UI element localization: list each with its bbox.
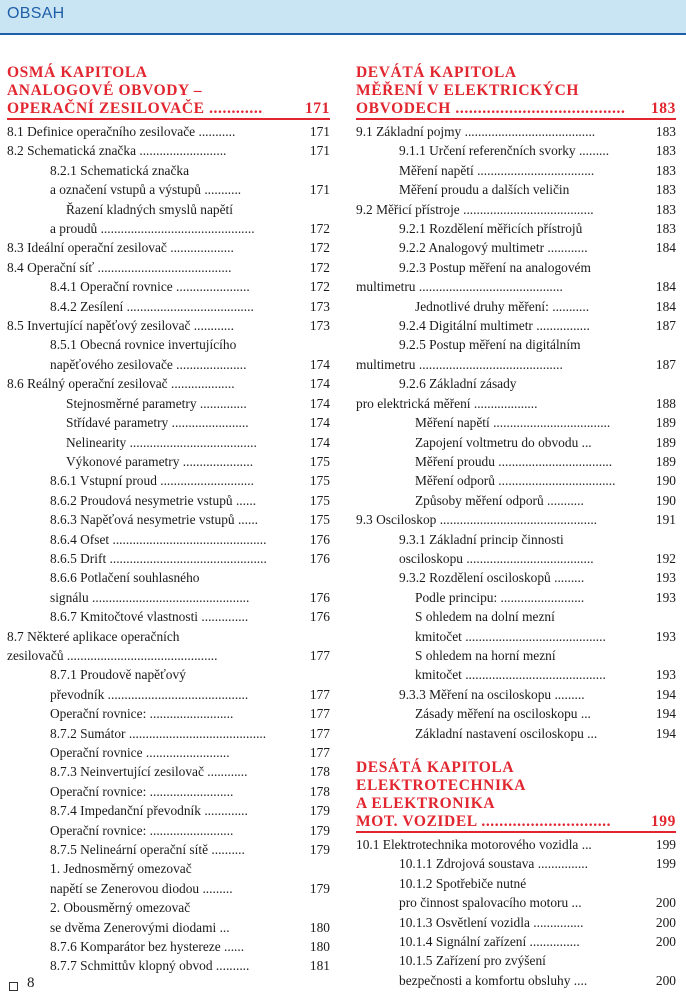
toc-entry-page: 183 — [654, 219, 676, 238]
toc-entry-title: a označení vstupů a výstupů ........... — [50, 182, 242, 198]
toc-entry-page: 189 — [654, 433, 676, 452]
toc-entry — [356, 335, 676, 354]
toc-entry — [7, 879, 330, 898]
toc-entry-title: 8.5.1 Obecná rovnice invertujícího — [50, 337, 237, 353]
toc-entry — [356, 413, 676, 432]
chapter-heading-page: 171 — [304, 100, 330, 117]
toc-entry — [356, 141, 676, 160]
toc-entry — [7, 219, 330, 238]
toc-entry — [7, 685, 330, 704]
toc-entry-page: 192 — [654, 549, 676, 568]
toc-entry-title: 10.1.4 Signální zařízení ............... — [399, 934, 580, 950]
toc-entry-title: Zapojení voltmetru do obvodu ... — [415, 434, 592, 450]
toc-entry-page: 191 — [654, 510, 676, 529]
toc-entry-title: 8.6.3 Napěťová nesymetrie vstupů ...... — [50, 512, 259, 528]
footer-checkbox-icon — [9, 982, 18, 991]
toc-entry-page: 200 — [654, 932, 676, 951]
toc-entry-title: 8.7 Některé aplikace operačních — [7, 628, 180, 644]
chapter-heading-line: ANALOGOVÉ OBVODY – — [7, 82, 203, 99]
chapter-heading-line — [7, 100, 330, 120]
toc-entry-title: 10.1.5 Zařízení pro zvýšení — [399, 953, 546, 969]
toc-entry — [7, 956, 330, 975]
toc-entry — [7, 335, 330, 354]
toc-entry-title: 8.6.7 Kmitočtové vlastnosti .............. — [50, 609, 249, 625]
toc-entry-page: 193 — [654, 568, 676, 587]
header-divider — [0, 33, 686, 35]
toc-entry-title: 10.1.2 Spotřebiče nutné — [399, 875, 527, 891]
toc-entry-title: 8.7.2 Sumátor ......................................... — [50, 725, 267, 741]
toc-entry-page: 174 — [308, 394, 330, 413]
toc-entry-page: 190 — [654, 471, 676, 490]
toc-entry-title: Operační rovnice: ......................... — [50, 783, 234, 799]
toc-entry — [7, 530, 330, 549]
toc-entry — [7, 355, 330, 374]
toc-entry — [356, 568, 676, 587]
toc-entry — [7, 413, 330, 432]
toc-entry-page: 183 — [654, 122, 676, 141]
toc-entry — [7, 762, 330, 781]
toc-entry — [356, 854, 676, 873]
toc-entry-title: 9.2.5 Postup měření na digitálním — [399, 337, 581, 353]
toc-entry-page: 172 — [308, 238, 330, 257]
toc-entry — [7, 724, 330, 743]
toc-entry-title: 8.6.4 Ofset .............................................. — [50, 531, 267, 547]
toc-entry-title: pro elektrická měření ................... — [356, 395, 538, 411]
toc-entry-page: 171 — [308, 180, 330, 199]
toc-entry-page: 179 — [308, 840, 330, 859]
toc-entry — [356, 971, 676, 990]
toc-entry-title: 1. Jednosměrný omezovač — [50, 861, 192, 877]
toc-entry-title: Stejnosměrné parametry .............. — [66, 395, 247, 411]
toc-entry-page: 187 — [654, 355, 676, 374]
chapter-heading — [7, 64, 330, 120]
toc-entry-title: 8.7.7 Schmittův klopný obvod .......... — [50, 958, 250, 974]
toc-entry — [7, 840, 330, 859]
toc-entry-page: 176 — [308, 530, 330, 549]
toc-entry-page: 199 — [654, 854, 676, 873]
toc-entry-title: 8.4.1 Operační rovnice ...................... — [50, 279, 250, 295]
chapter-heading — [356, 759, 676, 833]
toc-entry-title: 10.1.3 Osvětlení vozidla ............... — [399, 914, 584, 930]
toc-entry — [7, 549, 330, 568]
toc-entry-title: 9.1.1 Určení referenčních svorky ......... — [399, 143, 610, 159]
toc-entry — [356, 510, 676, 529]
toc-entry-title: bezpečnosti a komfortu obsluhy .... — [399, 972, 588, 988]
toc-entry-title: Střídavé parametry ....................... — [66, 415, 249, 431]
toc-entry-page: 200 — [654, 893, 676, 912]
toc-entry-page: 174 — [308, 433, 330, 452]
toc-entry-page: 172 — [308, 258, 330, 277]
toc-entry-page: 179 — [308, 801, 330, 820]
toc-entry-title: Nelinearity ...................................... — [66, 434, 257, 450]
toc-entry-page: 177 — [308, 724, 330, 743]
toc-entry — [356, 433, 676, 452]
toc-entry — [356, 374, 676, 393]
toc-entry-page: 184 — [654, 277, 676, 296]
header-bar — [0, 0, 686, 33]
toc-entry-page: 176 — [308, 607, 330, 626]
toc-entry — [356, 588, 676, 607]
toc-entry — [356, 874, 676, 893]
toc-entry-title: multimetru ........................................... — [356, 356, 563, 372]
toc-entry-page: 188 — [654, 394, 676, 413]
toc-entry-title: 9.3.1 Základní princip činnosti — [399, 531, 564, 547]
toc-entry-title: Jednotlivé druhy měření: ........... — [415, 298, 590, 314]
toc-entry-title: 8.7.6 Komparátor bez hystereze ...... — [50, 939, 245, 955]
toc-entry-title: 9.2.4 Digitální multimetr ................ — [399, 318, 590, 334]
toc-entry-title: napětí se Zenerovou diodou ......... — [50, 880, 233, 896]
toc-entry-title: 8.4 Operační síť ........................................ — [7, 259, 232, 275]
toc-entry-page: 180 — [308, 937, 330, 956]
chapter-heading-page: 183 — [650, 100, 676, 117]
toc-entry-title: 8.7.5 Nelineární operační sítě .......... — [50, 842, 245, 858]
toc-entry — [356, 219, 676, 238]
toc-entry-title: 10.1 Elektrotechnika motorového vozidla ... — [356, 837, 592, 852]
toc-entry — [7, 704, 330, 723]
toc-entry-title: Měření proudu a dalších veličin — [399, 182, 570, 198]
toc-entry-page: 181 — [308, 956, 330, 975]
toc-entry-page: 173 — [308, 316, 330, 335]
toc-entry — [7, 374, 330, 393]
toc-entry-title: 8.3 Ideální operační zesilovač ................... — [7, 240, 234, 256]
toc-entry — [356, 835, 676, 854]
toc-entry-page: 184 — [654, 238, 676, 257]
toc-entry-page: 171 — [308, 141, 330, 160]
toc-entry — [356, 724, 676, 743]
toc-entry-title: 8.6.1 Vstupní proud ............................ — [50, 473, 254, 489]
toc-entry-title: 8.2 Schematická značka .......................... — [7, 143, 227, 159]
toc-left-column — [7, 64, 330, 992]
toc-entry-page: 177 — [308, 685, 330, 704]
toc-entry — [356, 355, 676, 374]
toc-entry — [7, 433, 330, 452]
chapter-heading-line — [356, 813, 676, 833]
toc-entry-page: 183 — [654, 200, 676, 219]
toc-entry-page: 172 — [308, 219, 330, 238]
toc-entry — [356, 258, 676, 277]
toc-entry — [356, 893, 676, 912]
toc-entry-title: převodník .......................................... — [50, 686, 249, 702]
toc-entry — [7, 937, 330, 956]
toc-right-column — [356, 64, 676, 1006]
toc-entry — [7, 238, 330, 257]
chapter-heading-line: MĚŘENÍ V ELEKTRICKÝCH — [356, 82, 580, 99]
toc-entry-title: S ohledem na dolní mezní — [415, 609, 555, 625]
toc-entry-page: 194 — [654, 685, 676, 704]
toc-entry-page: 172 — [308, 277, 330, 296]
toc-entry-title: 8.6.5 Drift ............................................... — [50, 550, 267, 566]
toc-entry — [7, 510, 330, 529]
toc-entry-title: 10.1.1 Zdrojová soustava ............... — [399, 856, 588, 872]
toc-entry-title: Řazení kladných smyslů napětí — [66, 201, 233, 217]
toc-entry — [7, 452, 330, 471]
toc-entry — [7, 588, 330, 607]
chapter-heading-line: A ELEKTRONIKA — [356, 795, 496, 812]
toc-entry-title: a proudů .............................................. — [50, 221, 255, 237]
toc-entry — [356, 549, 676, 568]
chapter-heading-title: MOT. VOZIDEL ............................. — [356, 813, 612, 830]
chapter-heading-line: ELEKTROTECHNIKA — [356, 777, 527, 794]
toc-entry — [356, 951, 676, 970]
toc-entry-title: 8.4.2 Zesílení ...................................... — [50, 298, 254, 314]
toc-entry — [356, 646, 676, 665]
toc-entry-page: 187 — [654, 316, 676, 335]
toc-entry-page: 177 — [308, 646, 330, 665]
toc-entry-page: 175 — [308, 510, 330, 529]
toc-entry-title: Podle principu: ......................... — [415, 589, 585, 605]
toc-entry-page: 184 — [654, 297, 676, 316]
toc-entry — [7, 258, 330, 277]
toc-entry-title: multimetru ........................................... — [356, 279, 563, 295]
toc-entry — [7, 394, 330, 413]
toc-entry-page: 199 — [654, 835, 676, 854]
chapter-heading-line: DEVÁTÁ KAPITOLA — [356, 64, 517, 81]
toc-entry-title: kmitočet .......................................... — [415, 667, 606, 683]
toc-entry-page: 193 — [654, 665, 676, 684]
toc-entry — [7, 646, 330, 665]
toc-entry-title: 8.6.6 Potlačení souhlasného — [50, 570, 200, 586]
toc-entry — [356, 607, 676, 626]
toc-entry-title: Způsoby měření odporů ........... — [415, 492, 584, 508]
toc-entry-page: 175 — [308, 491, 330, 510]
toc-entry-page: 176 — [308, 588, 330, 607]
toc-entry-title: 9.3 Osciloskop ............................................... — [356, 512, 598, 528]
toc-entry-title: 8.5 Invertující napěťový zesilovač ............ — [7, 318, 234, 334]
toc-entry-page: 193 — [654, 627, 676, 646]
toc-entry — [356, 704, 676, 723]
toc-entry-page: 178 — [308, 782, 330, 801]
toc-entry-title: 8.7.4 Impedanční převodník ............. — [50, 803, 248, 819]
toc-entry-title: Měření napětí ................................... — [399, 162, 595, 178]
toc-entry-title: Zásady měření na osciloskopu ... — [415, 706, 591, 722]
chapter-block — [7, 64, 330, 976]
toc-entry-title: 9.2.3 Postup měření na analogovém — [399, 259, 591, 275]
chapter-heading-title: OPERAČNÍ ZESILOVAČE ............ — [7, 100, 263, 117]
toc-entry-page: 174 — [308, 355, 330, 374]
toc-entry — [356, 180, 676, 199]
chapter-heading — [356, 64, 676, 120]
toc-entry — [7, 141, 330, 160]
toc-entry-title: Operační rovnice ......................... — [50, 745, 230, 760]
toc-entry-title: Měření napětí ................................... — [415, 415, 611, 431]
toc-entry-page: 175 — [308, 452, 330, 471]
toc-entry-page: 174 — [308, 374, 330, 393]
toc-entry-title: S ohledem na horní mezní — [415, 647, 556, 663]
toc-entry — [7, 568, 330, 587]
toc-entry-title: osciloskopu ...................................... — [399, 550, 594, 566]
toc-entry — [7, 782, 330, 801]
toc-entry-title: Měření odporů ................................... — [415, 473, 616, 489]
toc-entry — [7, 491, 330, 510]
chapter-heading-page: 199 — [650, 813, 676, 830]
toc-entry — [7, 607, 330, 626]
toc-entry-page: 178 — [308, 762, 330, 781]
toc-entry — [356, 394, 676, 413]
toc-entry-title: se dvěma Zenerovými diodami ... — [50, 919, 230, 935]
toc-entry-page: 177 — [308, 704, 330, 723]
toc-entry-page: 177 — [308, 743, 330, 762]
toc-entry — [7, 200, 330, 219]
toc-entry-title: 8.7.3 Neinvertující zesilovač ............ — [50, 764, 248, 780]
chapter-heading-line: DESÁTÁ KAPITOLA — [356, 759, 515, 776]
toc-entry — [356, 200, 676, 219]
toc-entry-title: Základní nastavení osciloskopu ... — [415, 725, 598, 741]
toc-entry-page: 179 — [308, 879, 330, 898]
toc-entry-page: 183 — [654, 141, 676, 160]
toc-entry-page: 174 — [308, 413, 330, 432]
toc-entry-title: napěťového zesilovače ..................... — [50, 356, 247, 372]
toc-entry — [7, 743, 330, 762]
toc-entry-title: 8.6.2 Proudová nesymetrie vstupů ...... — [50, 492, 257, 508]
header-title: OBSAH — [7, 5, 65, 22]
toc-entry-page: 173 — [308, 297, 330, 316]
toc-entry — [7, 277, 330, 296]
toc-entry-title: 8.7.1 Proudově napěťový — [50, 667, 186, 683]
toc-entry — [356, 491, 676, 510]
toc-entry-title: 9.2.2 Analogový multimetr ............ — [399, 240, 588, 256]
toc-entry-page: 189 — [654, 413, 676, 432]
toc-entry-page: 176 — [308, 549, 330, 568]
toc-entry-title: 9.3.3 Měření na osciloskopu ......... — [399, 686, 585, 702]
chapter-heading-line: OSMÁ KAPITOLA — [7, 64, 148, 81]
toc-entry-page: 180 — [308, 918, 330, 937]
toc-entry — [7, 859, 330, 878]
toc-entry-page: 189 — [654, 452, 676, 471]
toc-entry-title: 9.2.6 Základní zásady — [399, 376, 517, 392]
toc-entry — [356, 161, 676, 180]
toc-entry — [7, 297, 330, 316]
toc-entry-page: 183 — [654, 180, 676, 199]
toc-entry — [7, 161, 330, 180]
toc-entry — [356, 665, 676, 684]
toc-entry — [356, 627, 676, 646]
toc-entry-title: 8.2.1 Schematická značka — [50, 162, 190, 178]
toc-entry — [7, 316, 330, 335]
toc-entry — [356, 277, 676, 296]
toc-entry-title: Operační rovnice: ......................... — [50, 822, 234, 838]
toc-entry-page: 194 — [654, 724, 676, 743]
toc-entry — [356, 238, 676, 257]
toc-entry — [7, 898, 330, 917]
toc-entry — [7, 627, 330, 646]
toc-entry-title: 9.2.1 Rozdělení měřicích přístrojů — [399, 221, 583, 237]
toc-entry — [356, 932, 676, 951]
toc-entry-page: 200 — [654, 971, 676, 990]
chapter-heading-line — [356, 100, 676, 120]
toc-entry-page: 193 — [654, 588, 676, 607]
toc-entry — [7, 665, 330, 684]
toc-entry — [7, 918, 330, 937]
toc-entry — [7, 180, 330, 199]
toc-entry-title: signálu ............................................... — [50, 589, 250, 605]
chapter-block — [356, 64, 676, 743]
toc-entry-page: 171 — [308, 122, 330, 141]
chapter-block — [356, 759, 676, 990]
toc-entry-page: 190 — [654, 491, 676, 510]
toc-entry-title: 2. Obousměrný omezovač — [50, 900, 191, 916]
toc-entry-title: 8.6 Reálný operační zesilovač ................... — [7, 376, 235, 392]
toc-entry-page: 175 — [308, 471, 330, 490]
toc-entry-title: 9.3.2 Rozdělení osciloskopů ......... — [399, 570, 585, 586]
toc-entry — [7, 801, 330, 820]
toc-entry — [7, 821, 330, 840]
toc-entry — [356, 452, 676, 471]
toc-entry — [356, 685, 676, 704]
toc-entry-title: Měření proudu .................................. — [415, 453, 613, 469]
toc-entry-title: 8.1 Definice operačního zesilovače ........... — [7, 124, 236, 139]
toc-entry — [356, 471, 676, 490]
toc-entry-title: 9.1 Základní pojmy ....................................... — [356, 124, 596, 139]
toc-entry-title: Operační rovnice: ......................... — [50, 706, 234, 722]
toc-entry — [356, 297, 676, 316]
toc-entry — [356, 530, 676, 549]
toc-entry-title: zesilovačů ............................................. — [7, 647, 218, 663]
toc-entry — [7, 122, 330, 141]
toc-entry-page: 183 — [654, 161, 676, 180]
toc-entry — [356, 913, 676, 932]
toc-entry-title: kmitočet .......................................... — [415, 628, 606, 644]
toc-entry-page: 179 — [308, 821, 330, 840]
chapter-heading-title: OBVODECH ...................................... — [356, 100, 626, 117]
toc-entry-title: Výkonové parametry ..................... — [66, 453, 254, 469]
toc-entry — [7, 471, 330, 490]
toc-entry — [356, 122, 676, 141]
toc-entry-title: pro činnost spalovacího motoru ... — [399, 895, 582, 911]
toc-entry — [356, 316, 676, 335]
page-number: 8 — [27, 975, 35, 991]
toc-entry-title: 9.2 Měřicí přístroje ....................................... — [356, 201, 594, 217]
toc-entry-page: 200 — [654, 913, 676, 932]
toc-entry-page: 194 — [654, 704, 676, 723]
